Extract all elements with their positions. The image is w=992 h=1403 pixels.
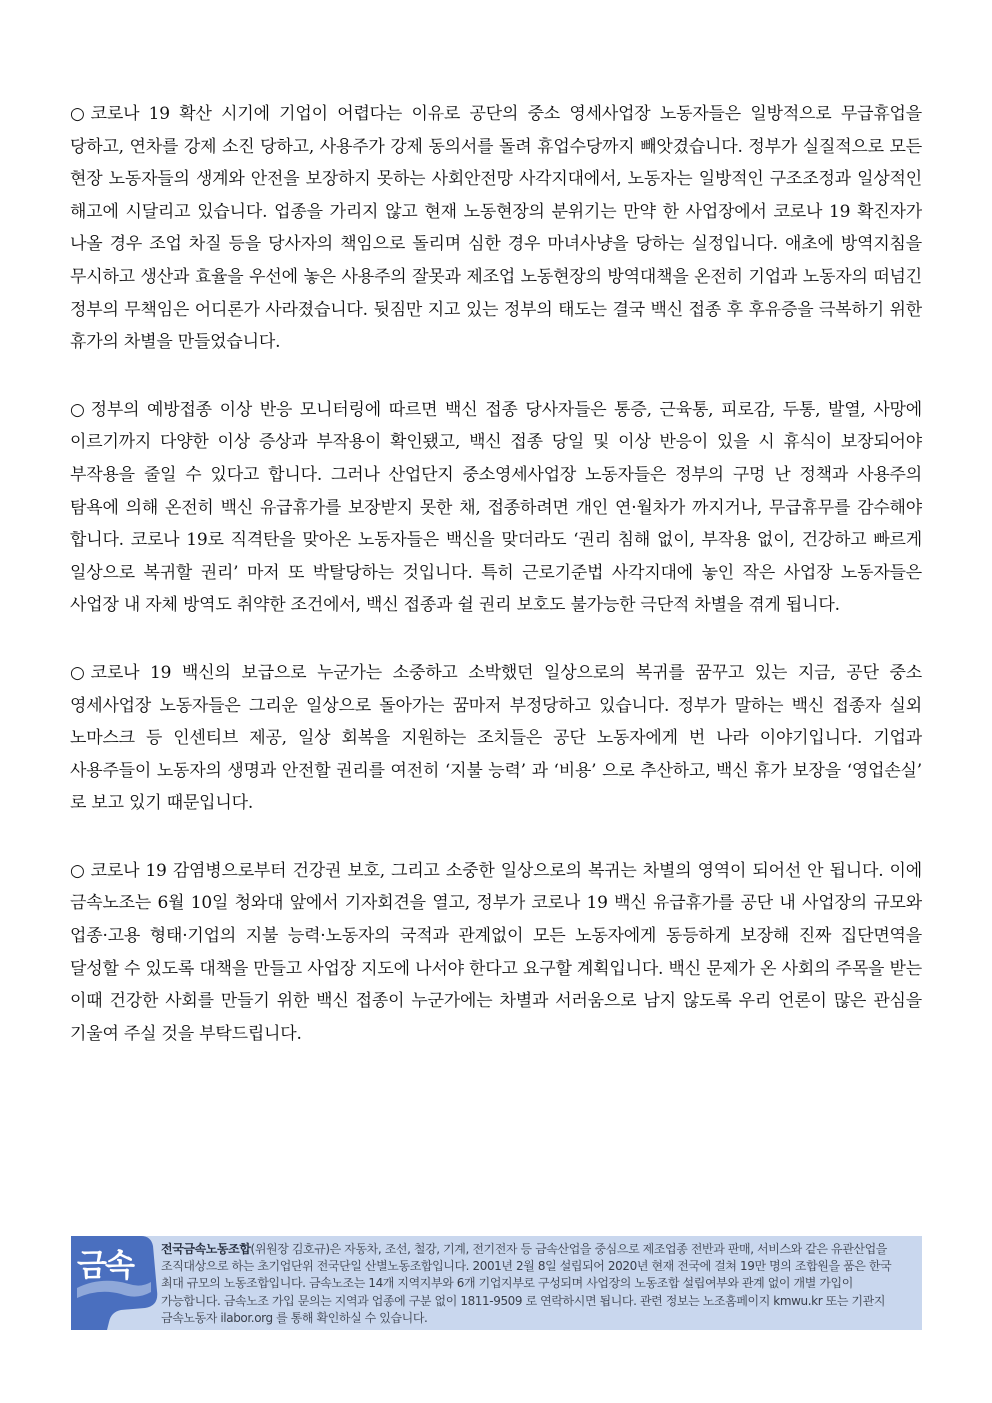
union-name: 전국금속노동조합 bbox=[161, 1242, 251, 1256]
paragraph-text: 코로나 19 확산 시기에 기업이 어렵다는 이유로 공단의 중소 영세사업장 노동자들은 일방적으로 무급휴업을 당하고, 연차를 강제 소진 당하고, 사용주가 강제 동의서를 돌려 휴업수당까지 빼앗겼습니다. 정부가 실질적으로 모든 현장 노동자들의 생계와 안전을 보장하지 못하는 사회안전망 사각지대에서, 노동자는 일방적인 구조조정과 일상적인 해고에 시달리고 있습니다. 업종을 가리지 않고 현재 노동현장의 분위기는 만약 한 사업장에서 코로나 19 확진자가 나올 경우 조업 차질 등을 당사자의 책임으로 돌리며 심한 경우 마녀사냥을 당하는 실정입니다. 애초에 방역지침을 무시하고 생산과 효율을 우선에 놓은 사용주의 잘못과 제조업 노동현장의 방역대책을 온전히 기업과 노동자의 떠넘긴 정부의 무책임은 어디론가 사라졌습니다. 뒷짐만 지고 있는 정부의 태도는 결국 백신 접종 후 후유증을 극복하기 위한 휴가의 차별을 만들었습니다. bbox=[70, 104, 922, 353]
union-description-text: (위원장 김호규)은 자동차, 조선, 철강, 기계, 전기전자 등 금속산업을 중심으로 제조업종 전반과 판매, 서비스와 같은 유관산업을 조직대상으로 하는 초기업단위 전국단일 산별노동조합입니다. 2001년 2월 8일 설립되어 2020년 현재 전국에 걸쳐 19만 명의 조합원을 품은 한국 최대 규모의 노동조합입니다. 금속노조는 14개 지역지부와 6개 기업지부로 구성되며 사업장의 노동조합 설립여부와 관계 없이 개별 가입이 가능합니다. 금속노조 가입 문의는 지역과 업종에 구분 없이 1811-9509 로 연락하시면 됩니다. 관련 정보는 노조홈페이지 kmwu.kr 또는 기관지 금속노동자 ilabor.org 를 통해 확인하실 수 있습니다. bbox=[161, 1242, 892, 1325]
bullet-circle-icon: ○ bbox=[70, 399, 85, 420]
bullet-circle-icon: ○ bbox=[70, 860, 85, 881]
press-release-body bbox=[70, 98, 922, 1085]
paragraph-text: 정부의 예방접종 이상 반응 모니터링에 따르면 백신 접종 당사자들은 통증, 근육통, 피로감, 두통, 발열, 사망에 이르기까지 다양한 이상 증상과 부작용이 확인됐고, 백신 접종 당일 및 이상 반응이 있을 시 휴식이 보장되어야 부작용을 줄일 수 있다고 합니다. 그러나 산업단지 중소영세사업장 노동자들은 정부의 구멍 난 정책과 사용주의 탐욕에 의해 온전히 백신 유급휴가를 보장받지 못한 채, 접종하려면 개인 연·월차가 까지거나, 무급휴무를 감수해야 합니다. 코로나 19로 직격탄을 맞아온 노동자들은 백신을 맞더라도 ‘권리 침해 없이, 부작용 없이, 건강하고 빠르게 일상으로 복귀할 권리’ 마저 또 박탈당하는 것입니다. 특히 근로기준법 사각지대에 놓인 작은 사업장 노동자들은 사업장 내 자체 방역도 취약한 조건에서, 백신 접종과 쉴 권리 보호도 불가능한 극단적 차별을 겪게 됩니다. bbox=[70, 399, 922, 616]
logo-text: 금속 bbox=[77, 1248, 133, 1284]
paragraph-1 bbox=[70, 98, 922, 359]
paragraph-text: 코로나 19 백신의 보급으로 누군가는 소중하고 소박했던 일상으로의 복귀를 꿈꾸고 있는 지금, 공단 중소 영세사업장 노동자들은 그리운 일상으로 돌아가는 꿈마저 부정당하고 있습니다. 정부가 말하는 백신 접종자 실외 노마스크 등 인센티브 제공, 일상 회복을 지원하는 조치들은 공단 노동자에게 번 나라 이야기입니다. 기업과 사용주들이 노동자의 생명과 안전할 권리를 여전히 ‘지불 능력’ 과 ‘비용’ 으로 추산하고, 백신 휴가 보장을 ‘영업손실’ 로 보고 있기 때문입니다. bbox=[70, 662, 922, 814]
paragraph-2 bbox=[70, 394, 922, 622]
bullet-circle-icon: ○ bbox=[70, 662, 85, 683]
union-info-box bbox=[71, 1236, 922, 1330]
paragraph-4 bbox=[70, 855, 922, 1051]
union-logo bbox=[71, 1236, 159, 1330]
union-description bbox=[161, 1241, 915, 1327]
paragraph-3 bbox=[70, 657, 922, 820]
bullet-circle-icon: ○ bbox=[70, 104, 85, 124]
paragraph-text: 코로나 19 감염병으로부터 건강권 보호, 그리고 소중한 일상으로의 복귀는 차별의 영역이 되어선 안 됩니다. 이에 금속노조는 6월 10일 청와대 앞에서 기자회견을 열고, 정부가 코로나 19 백신 유급휴가를 공단 내 사업장의 규모와 업종·고용 형태·기업의 지불 능력·노동자의 국적과 관계없이 모든 노동자에게 동등하게 보장해 진짜 집단면역을 달성할 수 있도록 대책을 만들고 사업장 지도에 나서야 한다고 요구할 계획입니다. 백신 문제가 온 사회의 주목을 받는 이때 건강한 사회를 만들기 위한 백신 접종이 누군가에는 차별과 서러움으로 남지 않도록 우리 언론이 많은 관심을 기울여 주실 것을 부탁드립니다. bbox=[70, 860, 922, 1044]
